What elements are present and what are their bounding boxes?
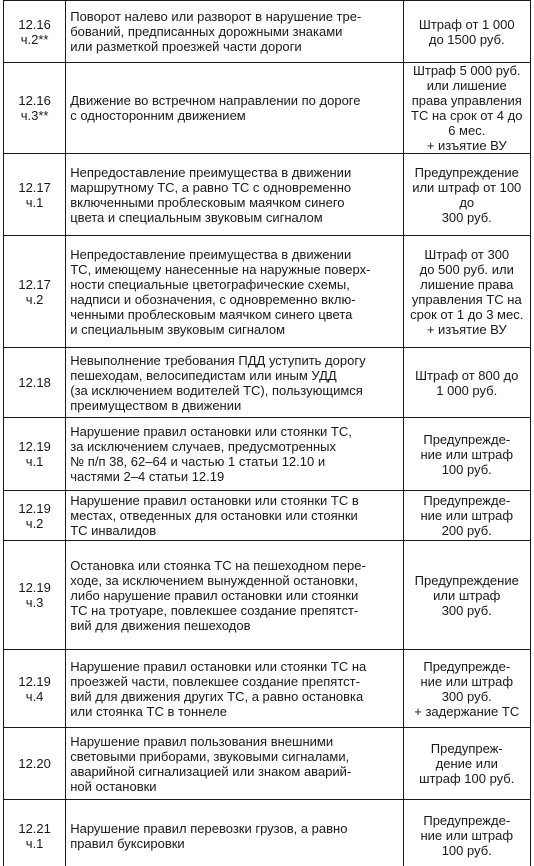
table-row [4,541,531,650]
penalty-line: 100 руб. [441,461,492,477]
description-cell [66,728,403,800]
penalty-line: 100 руб. [441,843,492,858]
description-line: маршрутному ТС, а равно ТС с одновременно [70,179,352,195]
description-line: за исключением случаев, предусмотренных [70,439,337,454]
description-line: Нарушение правил остановки или стоянки ТС на [70,658,367,674]
table-row [4,800,531,866]
description-line: с односторонним движением [70,108,246,123]
description-line: Нарушение правил остановки или стоянки ТС, [70,424,352,439]
penalty-cell [403,348,531,418]
description-line: Непредоставление преимущества в движении [70,246,352,262]
description-line: аварийной сигнализацией или знаком аварий- [70,763,352,779]
article-cell [4,236,66,348]
description-line: вий для движения других ТС, а равно остановка [70,688,364,704]
table-row [4,236,531,348]
penalty-line: + изъятие ВУ [426,321,507,337]
article-line: ч.1 [25,835,44,851]
penalty-cell [403,728,531,800]
article-line: 12.19 [18,439,51,454]
penalty-line: + задержание ТС [414,703,520,719]
description-line: цвета и специальным звуковым сигналом [70,209,323,225]
description-line: или разметкой проезжей части дороги [70,39,302,54]
fines-table-body [4,1,531,866]
table-row [4,650,531,728]
article-cell [4,541,66,650]
table-row [4,63,531,154]
penalty-cell [403,63,531,154]
description-line: (за исключением водителей ТС), пользующимся [70,382,363,398]
penalty-line: или лишение [426,78,507,93]
description-line: Непредоставление преимущества в движении [70,164,352,180]
penalty-line: до 1500 руб. [428,31,505,47]
penalty-cell [403,541,531,650]
penalty-line: или штраф от 100 [412,179,522,195]
penalty-line: срок от 1 до 3 мес. [410,306,524,322]
description-line: ности специальные цветографические схемы, [70,276,350,292]
description-cell [66,491,403,541]
penalty-line: ние или штраф [420,446,514,462]
article-cell [4,348,66,418]
penalty-line: ние или штраф [420,673,514,689]
description-line: ходе, за исключением вынужденной остановки, [70,572,358,588]
description-line: Нарушение правил пользования внешними [70,733,334,749]
description-cell [66,418,403,491]
article-cell [4,154,66,236]
description-line: ной остановки [70,778,157,794]
penalty-line: штраф 100 руб. [419,771,515,786]
article-line: 12.16 [18,93,51,108]
description-cell [66,154,403,236]
article-line: 12.18 [18,375,51,390]
description-line: Остановка или стоянка ТС на пешеходном пере- [70,557,366,573]
article-cell [4,418,66,491]
penalty-line: 1 000 руб. [436,382,498,398]
article-line: 12.16 [18,16,51,32]
penalty-line: ние или штраф [420,828,514,843]
description-line: надписи и обозначения, с одновременно вклю- [70,291,356,307]
description-cell [66,348,403,418]
penalty-line: ние или штраф [420,508,514,523]
table-row [4,491,531,541]
penalty-cell [403,491,531,541]
penalty-cell [403,154,531,236]
penalty-line: Предупрежде- [423,813,511,828]
penalty-cell [403,800,531,866]
description-cell [66,650,403,728]
penalty-line: Штраф 5 000 руб. [412,63,521,78]
article-line: 12.17 [18,276,51,292]
article-cell [4,1,66,63]
article-line: 12.19 [18,500,51,516]
penalty-line: 6 мес. [448,123,486,138]
article-line: 12.20 [18,756,51,771]
penalty-line: или штраф [433,587,501,603]
article-line: 12.17 [18,179,51,195]
penalty-cell [403,236,531,348]
penalty-line: Штраф от 800 до [415,367,519,383]
description-line: световыми приборами, звуковыми сигналами, [70,748,350,764]
description-cell [66,63,403,154]
table-row [4,348,531,418]
article-cell [4,800,66,866]
penalty-line: Предупрежде- [423,493,511,508]
table-row [4,728,531,800]
penalty-line: Предупреж- [430,741,503,756]
penalty-line: + изъятие ВУ [426,138,507,153]
description-line: бований, предписанных дорожными знаками [70,24,343,39]
description-line: Движение во встречном направлении по дороге [70,93,361,108]
penalty-line: 300 руб. [441,688,492,704]
description-line: Нарушение правил остановки или стоянки ТС в [70,493,359,508]
description-line: преимуществом в движении [70,397,242,413]
description-line: Поворот налево или разворот в нарушение тре- [70,9,362,24]
description-line: вий для движения пешеходов [70,617,251,633]
article-line: ч.4 [25,688,44,704]
description-line: правил буксировки [70,835,185,851]
article-line: 12.19 [18,673,51,689]
penalty-cell [403,1,531,63]
penalty-line: до [459,194,475,210]
penalty-line: Штраф от 300 [424,246,510,262]
penalty-line: до 500 руб. или [419,261,514,277]
description-line: ТС, имеющему нанесенные на наружные поверх- [70,261,371,277]
article-line: ч.3** [20,108,49,123]
penalty-line: Предупреждение [414,572,519,588]
description-line: Невыполнение требования ПДД уступить дорогу [70,352,366,368]
penalty-line: ТС на срок от 4 до [411,108,523,123]
article-line: 12.21 [18,820,51,836]
fines-table [3,0,531,866]
article-line: ч.2 [25,515,44,531]
article-cell [4,650,66,728]
penalty-line: Предупреждение [414,164,519,180]
penalty-line: Предупрежде- [423,431,511,447]
description-line: местах, отведенных для остановки или стоянки [70,508,358,523]
description-line: ченными проблесковым маячком синего цвета [70,306,353,322]
description-cell [66,1,403,63]
article-cell [4,728,66,800]
description-line: или стоянка ТС в тоннеле [70,703,227,719]
penalty-line: лишение права [420,276,514,292]
article-line: ч.1 [25,194,44,210]
description-line: пешеходам, велосипедистам или иным УДД [70,367,337,383]
description-line: Нарушение правил перевозки грузов, а равно [70,820,348,836]
article-cell [4,63,66,154]
description-line: либо нарушение правил остановки или стоянки [70,587,359,603]
description-line: проезжей части, повлекшее создание препятст- [70,673,360,689]
table-row [4,154,531,236]
penalty-cell [403,650,531,728]
article-line: ч.3 [25,595,44,610]
description-line: ТС инвалидов [70,523,157,538]
penalty-line: Предупрежде- [423,658,511,674]
table-row [4,1,531,63]
table-row [4,418,531,491]
description-line: и специальным звуковым сигналом [70,321,286,337]
penalty-line: 300 руб. [441,209,492,225]
penalty-line: управления ТС на [411,291,522,307]
description-cell [66,800,403,866]
description-line: № п/п 38, 62–64 и частью 1 статьи 12.10 и [70,454,326,469]
article-line: ч.1 [25,454,44,469]
article-cell [4,491,66,541]
penalty-line: 300 руб. [441,602,492,618]
description-line: частями 2–4 статьи 12.19 [70,469,225,484]
penalty-line: права управления [411,93,522,108]
description-line: ТС на тротуаре, повлекшее создание препятст- [70,602,359,618]
article-line: 12.19 [18,580,51,595]
penalty-line: Штраф от 1 000 [418,16,515,32]
description-line: включенными проблесковым маячком синего [70,194,345,210]
penalty-cell [403,418,531,491]
penalty-line: дение или [435,756,498,771]
description-cell [66,236,403,348]
description-cell [66,541,403,650]
article-line: ч.2** [20,31,49,47]
penalty-line: 200 руб. [441,523,492,538]
article-line: ч.2 [25,291,44,307]
